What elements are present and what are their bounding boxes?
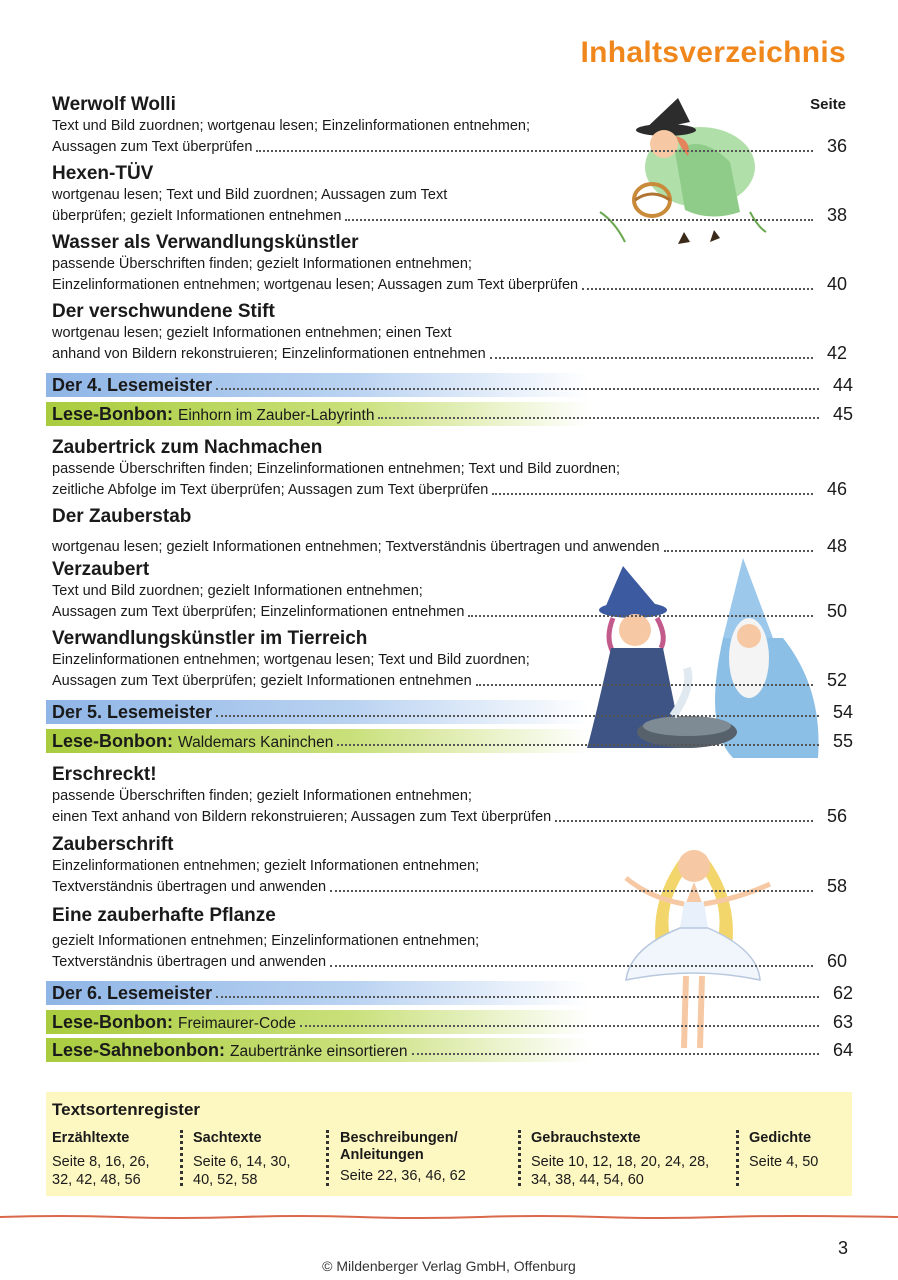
band-label: Der 4. Lesemeister: [52, 374, 213, 395]
entry-last-line: [52, 479, 847, 500]
toc-entry: [52, 834, 847, 897]
entry-description: Textverständnis übertragen und anwenden: [52, 954, 327, 970]
leader-dots: [412, 1053, 819, 1055]
entry-description: Aussagen zum Text überprüfen; gezielt Informationen entnehmen: [52, 673, 472, 689]
entry-title: Verwandlungskünstler im Tierreich: [52, 628, 368, 649]
register-column-pages: Seite 8, 16, 26,: [52, 1154, 150, 1170]
toc-entry: [52, 437, 847, 500]
entry-description: Aussagen zum Text überprüfen; Einzelinformationen entnehmen: [52, 604, 465, 620]
entry-last-line: [52, 274, 847, 295]
toc-entry: [52, 506, 847, 557]
lese-bonbon-band: [46, 402, 853, 426]
register-column-heading: Gedichte: [749, 1130, 812, 1146]
entry-description: passende Überschriften finden; gezielt Informationen entnehmen;: [52, 788, 472, 804]
toc-entry: [52, 163, 847, 226]
band-label: Der 5. Lesemeister: [52, 701, 213, 722]
register-column-heading: Beschreibungen/: [340, 1130, 458, 1146]
band-label: Lese-Bonbon: Einhorn im Zauber-Labyrinth: [52, 403, 375, 424]
toc-entry: [52, 559, 847, 622]
band-label: Lese-Bonbon: Freimaurer-Code: [52, 1011, 297, 1032]
entry-title: Hexen-TÜV: [52, 163, 154, 184]
register-column-heading: Erzähltexte: [52, 1130, 130, 1146]
register-title: Textsortenregister: [52, 1100, 201, 1119]
toc-entry: [52, 94, 847, 157]
register-column: [531, 1130, 709, 1189]
lese-sahnebonbon-band: [46, 1038, 853, 1062]
leader-dots: [216, 715, 819, 717]
entry-last-line: [52, 601, 847, 622]
toc-entry: [52, 628, 847, 691]
lese-bonbon-band: [46, 729, 853, 753]
register-column-pages: 34, 38, 44, 54, 60: [531, 1172, 644, 1188]
leader-dots: [300, 1025, 819, 1027]
band-label: Lese-Sahnebonbon: Zaubertränke einsortieren: [52, 1039, 408, 1060]
entry-title: Werwolf Wolli: [52, 94, 176, 115]
lesemeister-band: [46, 373, 853, 397]
page-number: 42: [826, 343, 847, 363]
spacer: [52, 528, 847, 536]
page-number: 58: [826, 876, 847, 896]
leader-dots: [476, 684, 813, 686]
page-number: 36: [826, 136, 847, 156]
entry-last-line: [52, 343, 847, 364]
register-column-pages: Seite 22, 36, 46, 62: [340, 1168, 466, 1184]
entry-last-line: [52, 806, 847, 827]
entry-description: einen Text anhand von Bildern rekonstruieren; Aussagen zum Text überprüfen: [52, 809, 552, 825]
page-number: 63: [832, 1011, 853, 1032]
page-number: 55: [832, 730, 853, 751]
decorative-divider: [0, 1214, 898, 1220]
toc-entry: [52, 764, 847, 827]
page-number: 52: [826, 670, 847, 690]
entry-description: Text und Bild zuordnen; wortgenau lesen; Einzelinformationen entnehmen;: [52, 118, 530, 134]
lese-bonbon-band: [46, 1010, 853, 1034]
entry-description: Aussagen zum Text überprüfen: [52, 139, 253, 155]
entry-description: Text und Bild zuordnen; gezielt Informationen entnehmen;: [52, 583, 423, 599]
leader-dots: [664, 550, 813, 552]
register-column-heading: Sachtexte: [193, 1130, 262, 1146]
entry-description: gezielt Informationen entnehmen; Einzelinformationen entnehmen;: [52, 933, 480, 949]
leader-dots: [330, 890, 813, 892]
register-column: [193, 1130, 291, 1189]
textsortenregister-box: [46, 1092, 852, 1196]
seite-column-label: Seite: [810, 96, 846, 113]
lesemeister-band: [46, 700, 853, 724]
column-separator: [180, 1130, 183, 1186]
entry-title: Der verschwundene Stift: [52, 301, 275, 322]
page-number: 45: [832, 403, 853, 424]
band-label: Der 6. Lesemeister: [52, 982, 213, 1003]
column-separator: [326, 1130, 329, 1186]
register-column: [52, 1130, 150, 1189]
register-column-pages: Seite 10, 12, 18, 20, 24, 28,: [531, 1154, 710, 1170]
entry-last-line: [52, 205, 847, 226]
entry-description: Einzelinformationen entnehmen; wortgenau lesen; Aussagen zum Text überprüfen: [52, 277, 579, 293]
register-column-heading: Anleitungen: [340, 1147, 424, 1163]
entry-title: Erschreckt!: [52, 764, 157, 785]
toc-entry: [52, 232, 847, 295]
entry-last-line: [52, 951, 847, 972]
column-separator: [736, 1130, 739, 1186]
register-column-heading: Gebrauchstexte: [531, 1130, 641, 1146]
entry-description: wortgenau lesen; gezielt Informationen entnehmen; Textverständnis übertragen und anwenden: [52, 539, 660, 555]
entry-description: passende Überschriften finden; Einzelinformationen entnehmen; Text und Bild zuordnen;: [52, 461, 621, 477]
page-number: 48: [826, 536, 847, 556]
entry-description: anhand von Bildern rekonstruieren; Einzelinformationen entnehmen: [52, 346, 486, 362]
page-number: 64: [832, 1039, 853, 1060]
page-number: 60: [826, 951, 847, 971]
toc-entry: [52, 301, 847, 364]
page-number: 38: [826, 205, 847, 225]
page-number: 54: [832, 701, 853, 722]
leader-dots: [345, 219, 813, 221]
page-number: 56: [826, 806, 847, 826]
register-column: [749, 1130, 818, 1171]
entry-last-line: [52, 876, 847, 897]
toc-entry: [52, 905, 847, 972]
copyright-notice: © Mildenberger Verlag GmbH, Offenburg: [322, 1258, 576, 1274]
page-number-footer: 3: [837, 1238, 848, 1258]
register-column-pages: 32, 42, 48, 56: [52, 1172, 141, 1188]
entry-description: Einzelinformationen entnehmen; gezielt Informationen entnehmen;: [52, 858, 480, 874]
entry-description: Einzelinformationen entnehmen; wortgenau lesen; Text und Bild zuordnen;: [52, 652, 530, 668]
entry-title: Wasser als Verwandlungskünstler: [52, 232, 359, 253]
entry-last-line: [52, 536, 847, 557]
page-title: Inhaltsverzeichnis: [580, 36, 846, 69]
entry-description: wortgenau lesen; gezielt Informationen entnehmen; einen Text: [52, 325, 452, 341]
leader-dots: [256, 150, 813, 152]
entry-description: wortgenau lesen; Text und Bild zuordnen; Aussagen zum Text: [52, 187, 448, 203]
page-number: 50: [826, 601, 847, 621]
entry-title: Verzaubert: [52, 559, 150, 580]
leader-dots: [492, 493, 813, 495]
leader-dots: [490, 357, 813, 359]
leader-dots: [216, 388, 819, 390]
leader-dots: [582, 288, 813, 290]
entry-description: Textverständnis übertragen und anwenden: [52, 879, 327, 895]
entry-description: überprüfen; gezielt Informationen entnehmen: [52, 208, 342, 224]
leader-dots: [216, 996, 819, 998]
leader-dots: [337, 744, 819, 746]
entry-description: zeitliche Abfolge im Text überprüfen; Aussagen zum Text überprüfen: [52, 482, 489, 498]
leader-dots: [378, 417, 819, 419]
register-column-pages: Seite 6, 14, 30,: [193, 1154, 291, 1170]
entry-title: Eine zauberhafte Pflanze: [52, 905, 276, 926]
entry-title: Zauberschrift: [52, 834, 174, 855]
lesemeister-band: [46, 981, 853, 1005]
page-number: 62: [832, 982, 853, 1003]
leader-dots: [330, 965, 813, 967]
entry-title: Der Zauberstab: [52, 506, 192, 527]
entry-description: passende Überschriften finden; gezielt Informationen entnehmen;: [52, 256, 472, 272]
leader-dots: [555, 820, 813, 822]
entry-last-line: [52, 670, 847, 691]
band-label: Lese-Bonbon: Waldemars Kaninchen: [52, 730, 334, 751]
entry-title: Zaubertrick zum Nachmachen: [52, 437, 323, 458]
page-number: 46: [826, 479, 847, 499]
page-number: 44: [832, 374, 853, 395]
register-column: [340, 1130, 466, 1185]
page-number: 40: [826, 274, 847, 294]
register-column-pages: 40, 52, 58: [193, 1172, 258, 1188]
entry-last-line: [52, 136, 847, 157]
leader-dots: [468, 615, 813, 617]
column-separator: [518, 1130, 521, 1186]
register-column-pages: Seite 4, 50: [749, 1154, 819, 1170]
